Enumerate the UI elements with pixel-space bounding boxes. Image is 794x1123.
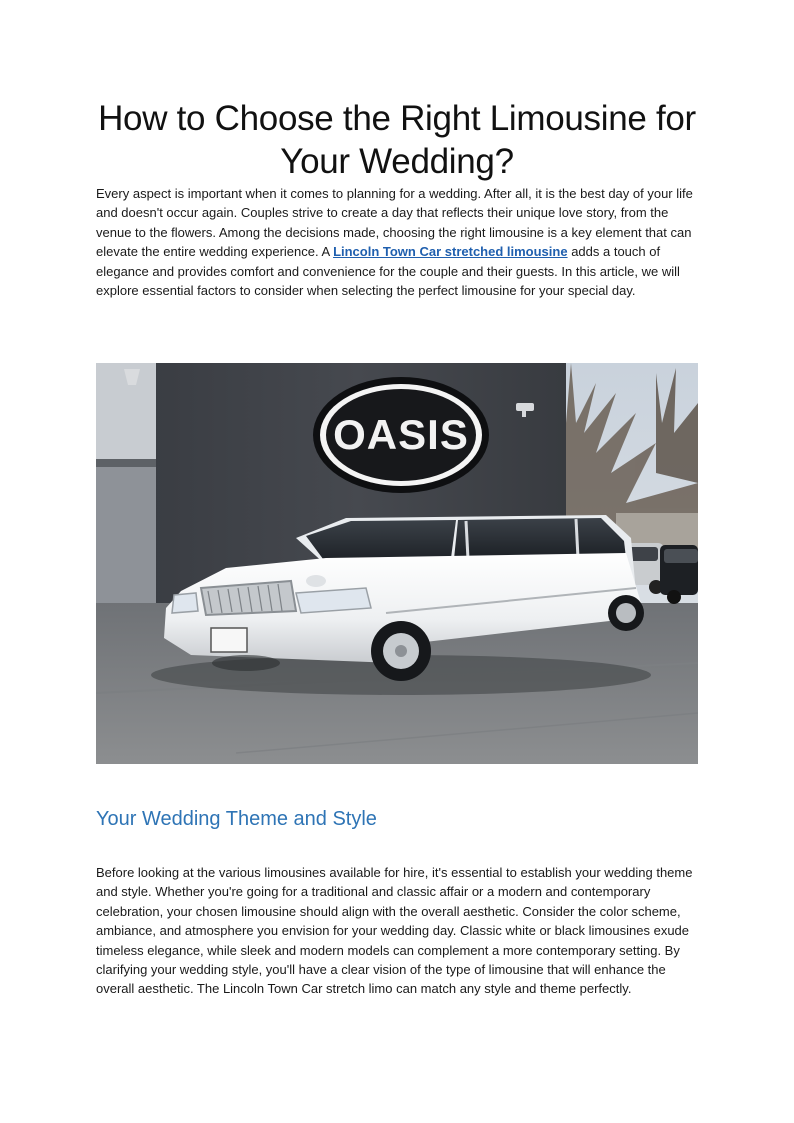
intro-text-before-link: Every aspect is important when it comes to planning for a wedding. After all, it is the best day of your life and doesn't occur again. Couples strive to create a day that reflects their unique love story, from the venue to the flowers. Among the decisions made, choosing the right limousine is a key element that can elevate the entire wedding experience. A [96, 186, 693, 260]
page-title: How to Choose the Right Limousine for Your Wedding? [98, 99, 696, 181]
section-heading: Your Wedding Theme and Style [96, 808, 377, 830]
intro-paragraph [96, 184, 698, 300]
intro-text-after-link: adds a touch of elegance and provides comfort and convenience for the couple and their guests. In this article, we will explore essential factors to consider when selecting the perfect limousine for your special day. [96, 244, 680, 299]
document-page [96, 0, 698, 997]
oasis-sign [313, 377, 489, 493]
section-paragraph: Before looking at the various limousines available for hire, it's essential to establish your wedding theme and style. Whether you're going for a traditional and classic affair or a modern and contemporary celebration, your chosen limousine should align with the overall aesthetic. Consider the color scheme, ambiance, and atmosphere you envision for your wedding day. Classic white or black limousines exude timeless elegance, while sleek and modern models can complement a more contemporary setting. By clarifying your wedding style, you'll have a clear vision of the type of limousine that will enhance the overall aesthetic. The Lincoln Town Car stretch limo can match any style and theme perfectly. [96, 865, 693, 997]
limousine-link[interactable]: Lincoln Town Car stretched limousine [333, 244, 568, 260]
oasis-sign-text: OASIS [333, 411, 469, 458]
building-side [96, 363, 156, 463]
building-trim [96, 459, 156, 467]
limousine-photo [96, 363, 698, 764]
